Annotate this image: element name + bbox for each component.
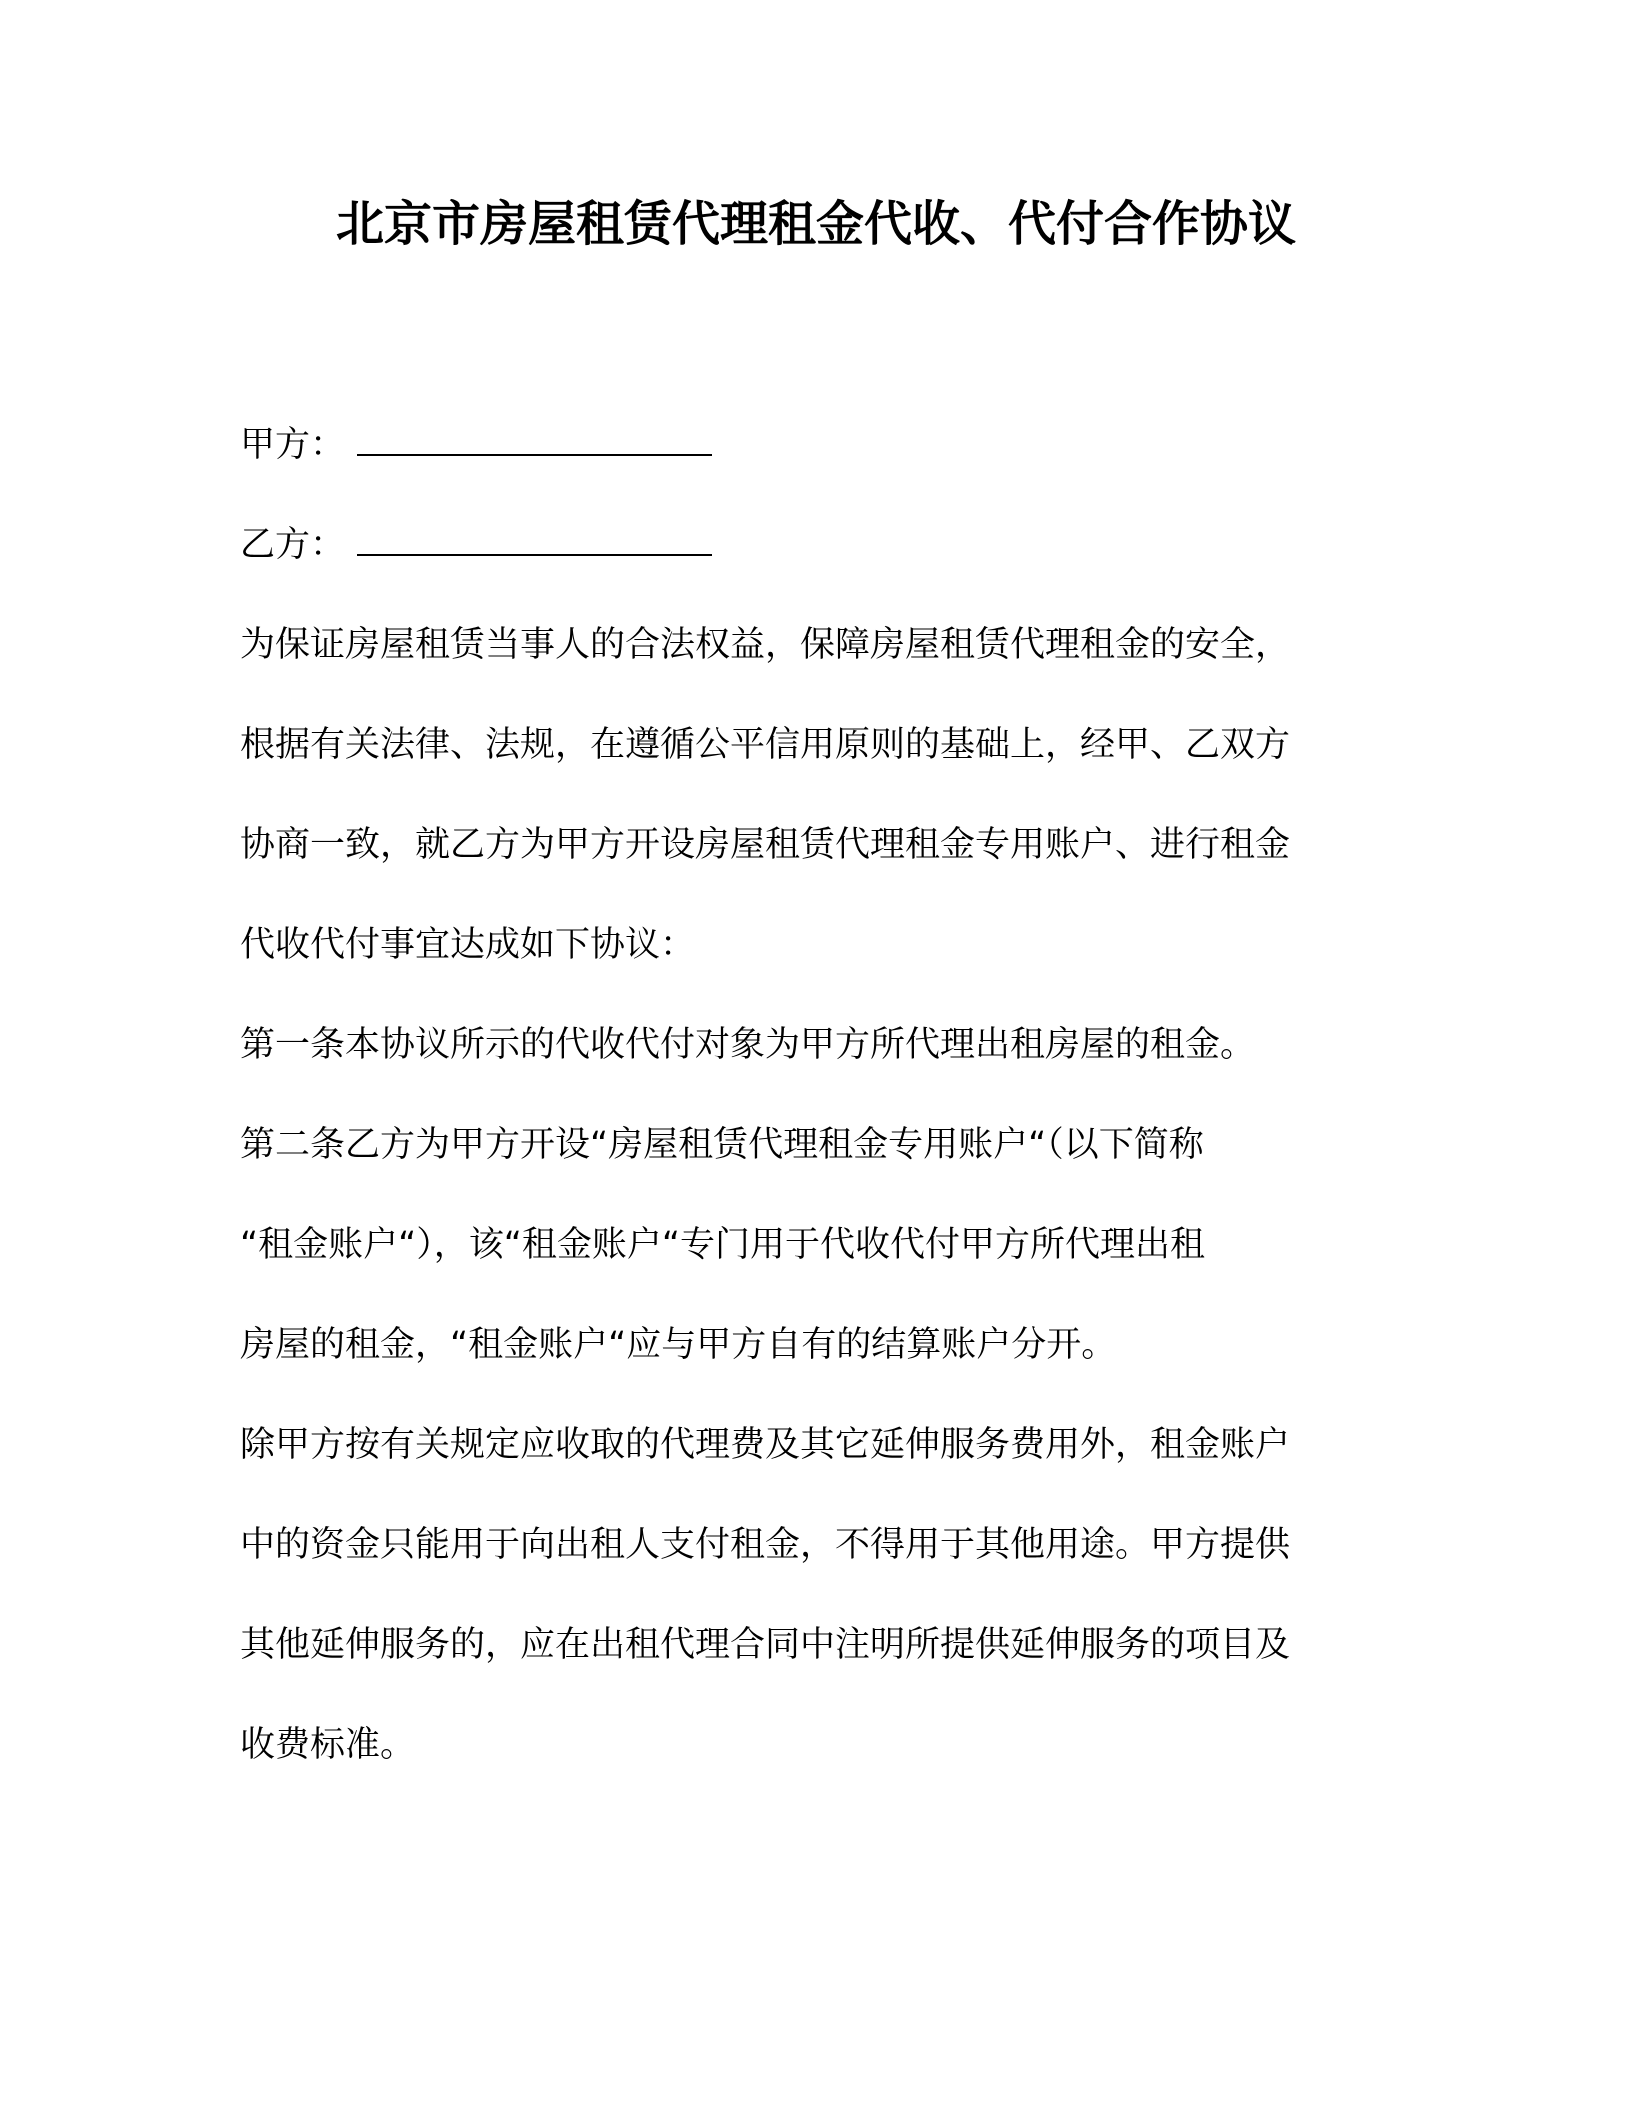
body-line: 收费标准。 [240, 1725, 416, 1765]
body-line: 根据有关法律、法规，在遵循公平信用原则的基础上，经甲、乙双方 [240, 725, 1291, 765]
article-2-line: 第二条乙方为甲方开设“房屋租赁代理租金专用账户“（以下简称 [240, 1125, 1204, 1165]
party-b-blank [357, 520, 712, 556]
party-a-blank [357, 420, 712, 456]
body-line: 房屋的租金，“租金账户“应与甲方自有的结算账户分开。 [240, 1325, 1117, 1365]
body-line: 中的资金只能用于向出租人支付租金，不得用于其他用途。甲方提供 [240, 1525, 1291, 1565]
body-line: 为保证房屋租赁当事人的合法权益，保障房屋租赁代理租金的安全， [240, 625, 1291, 665]
party-b-line [240, 520, 712, 570]
party-a-line [240, 420, 712, 470]
body-line: “租金账户“），该“租金账户“专门用于代收代付甲方所代理出租 [240, 1225, 1206, 1265]
document-title: 北京市房屋租赁代理租金代收、代付合作协议 [335, 196, 1296, 252]
article-1-line: 第一条本协议所示的代收代付对象为甲方所代理出租房屋的租金。 [240, 1025, 1256, 1065]
body-line: 除甲方按有关规定应收取的代理费及其它延伸服务费用外，租金账户 [240, 1425, 1291, 1465]
body-line: 代收代付事宜达成如下协议： [240, 925, 696, 965]
body-line: 协商一致，就乙方为甲方开设房屋租赁代理租金专用账户、进行租金 [240, 825, 1291, 865]
party-a-label: 甲方： [240, 425, 346, 465]
body-line: 其他延伸服务的，应在出租代理合同中注明所提供延伸服务的项目及 [240, 1625, 1291, 1665]
party-b-label: 乙方： [240, 525, 346, 565]
